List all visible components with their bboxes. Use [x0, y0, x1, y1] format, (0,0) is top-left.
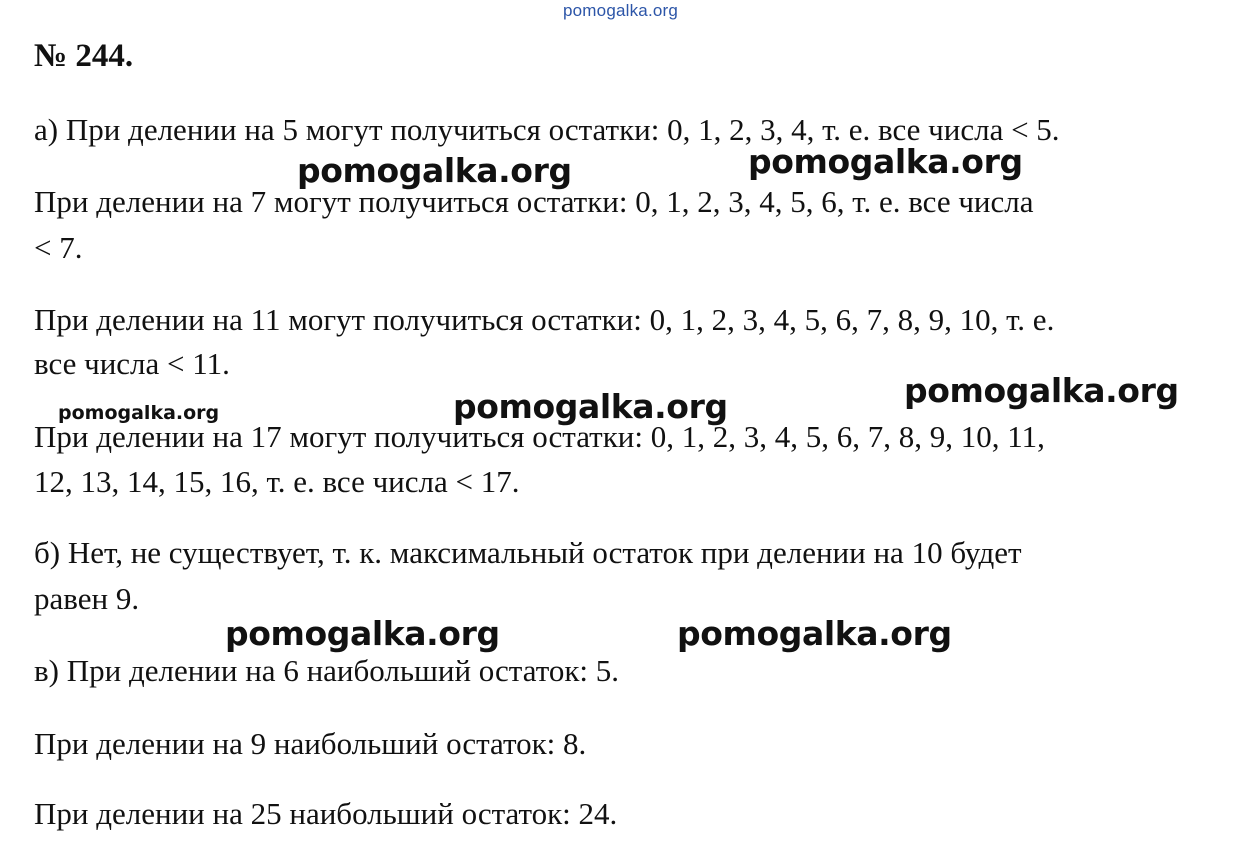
site-watermark-top: pomogalka.org	[563, 1, 679, 20]
watermark: pomogalka.org	[904, 371, 1179, 410]
watermark: pomogalka.org	[225, 614, 500, 653]
problem-number: № 244.	[34, 38, 134, 74]
answer-line-b-part2: равен 9.	[34, 581, 140, 616]
watermark-small: pomogalka.org	[58, 402, 220, 424]
watermark: pomogalka.org	[297, 151, 572, 190]
watermark: pomogalka.org	[748, 142, 1023, 181]
answer-line-7-part2: < 7.	[34, 230, 83, 265]
answer-line-a: а) При делении на 5 могут получиться остатки: 0, 1, 2, 3, 4, т. е. все числа < 5.	[34, 112, 1060, 147]
answer-line-v-25: При делении на 25 наибольший остаток: 24.	[34, 796, 618, 831]
answer-line-7-part1: При делении на 7 могут получиться остатки: 0, 1, 2, 3, 4, 5, 6, т. е. все числа	[34, 184, 1034, 219]
answer-line-17-part1: При делении на 17 могут получиться остатки: 0, 1, 2, 3, 4, 5, 6, 7, 8, 9, 10, 11,	[34, 419, 1045, 454]
answer-line-11-part1: При делении на 11 могут получиться остатки: 0, 1, 2, 3, 4, 5, 6, 7, 8, 9, 10, т. е.	[34, 302, 1055, 337]
watermark: pomogalka.org	[453, 387, 728, 426]
answer-line-11-part2: все числа < 11.	[34, 346, 230, 381]
answer-line-17-part2: 12, 13, 14, 15, 16, т. е. все числа < 17.	[34, 464, 520, 499]
watermark: pomogalka.org	[677, 614, 952, 653]
answer-line-b-part1: б) Нет, не существует, т. к. максимальный остаток при делении на 10 будет	[34, 535, 1022, 570]
answer-line-v-6: в) При делении на 6 наибольший остаток: 5.	[34, 653, 620, 688]
answer-line-v-9: При делении на 9 наибольший остаток: 8.	[34, 726, 587, 761]
